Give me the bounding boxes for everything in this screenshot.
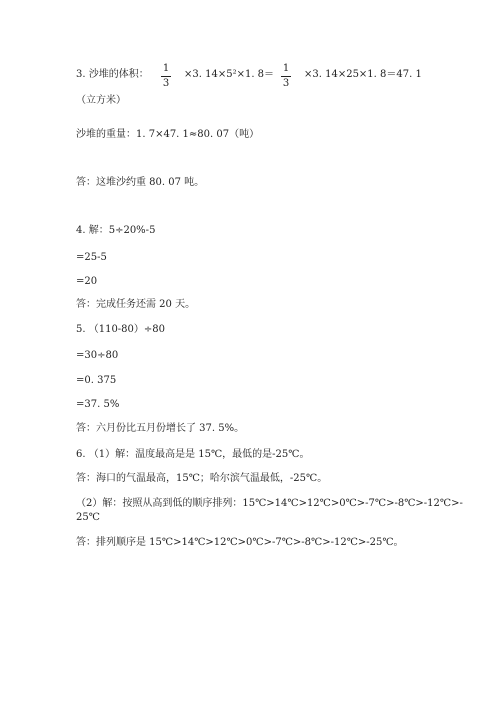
q3-formula-middle: ×3. 14×5²×1. 8＝ — [184, 69, 275, 80]
fraction-one-third-2 — [278, 63, 294, 90]
q6-line-3: （2）解：按照从高到低的顺序排列：15℃>14℃>12℃>0℃>-7℃>-8℃>-12℃>- — [76, 498, 463, 509]
q3-weight: 沙堆的重量：1. 7×47. 1≈80. 07（吨） — [76, 129, 260, 140]
q6-line-3-continued: 25℃ — [76, 512, 100, 523]
q4-line-2: =25-5 — [76, 252, 107, 263]
fraction-numerator: 1 — [282, 63, 290, 74]
q6-line-1: 6. （1）解：温度最高是是 15℃，最低的是-25℃。 — [76, 449, 310, 460]
q3-prefix: 3. 沙堆的体积： — [76, 69, 149, 80]
fraction-bar — [161, 76, 171, 77]
q4-line-1: 4. 解：5÷20%-5 — [76, 225, 156, 236]
q5-line-4: =37. 5% — [76, 399, 120, 410]
q3-unit: （立方米） — [76, 95, 126, 106]
q5-line-2: =30÷80 — [76, 350, 119, 361]
fraction-denominator: 3 — [162, 78, 170, 89]
fraction-bar — [281, 76, 291, 77]
q6-line-2: 答：海口的气温最高，15℃；哈尔滨气温最低，-25℃。 — [76, 473, 328, 484]
q5-line-3: =0. 375 — [76, 375, 117, 386]
q3-answer: 答：这堆沙约重 80. 07 吨。 — [76, 177, 205, 188]
q4-answer: 答：完成任务还需 20 天。 — [76, 299, 196, 310]
q4-line-3: =20 — [76, 276, 98, 287]
fraction-one-third — [158, 63, 174, 90]
q5-answer: 答：六月份比五月份增长了 37. 5%。 — [76, 423, 245, 434]
q3-formula-tail: ×3. 14×25×1. 8＝47. 1 — [304, 69, 422, 80]
fraction-numerator: 1 — [162, 63, 170, 74]
q6-answer: 答：排列顺序是 15℃>14℃>12℃>0℃>-7℃>-8℃>-12℃>-25℃。 — [76, 537, 404, 548]
q5-line-1: 5. （110-80）÷80 — [76, 324, 166, 335]
fraction-denominator: 3 — [282, 78, 290, 89]
